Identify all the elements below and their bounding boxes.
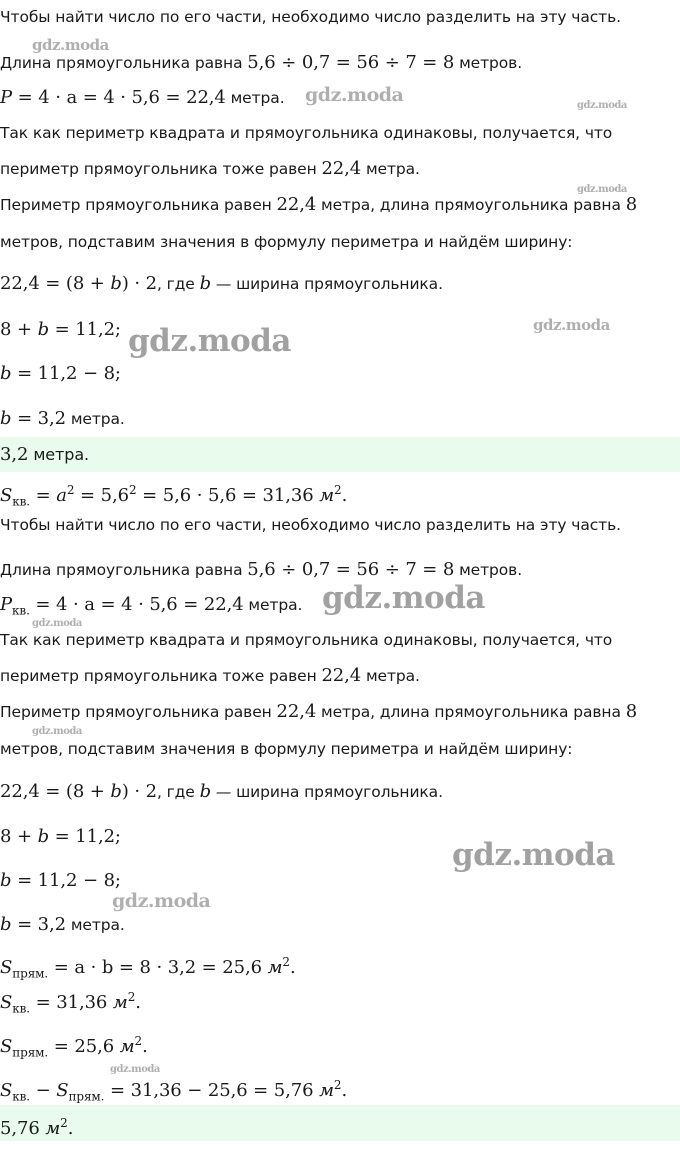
same-perimeter-line-1a: Так как периметр квадрата и прямоугольника одинаковы, получается, что: [0, 124, 613, 142]
perimeter-is-line-1: Периметр прямоугольника равен 22,4 метра, длина прямоугольника равна 8: [0, 194, 638, 215]
rect-area-value-line: $S_{прям.} = 25,6$ $м^2$.: [0, 1034, 148, 1060]
watermark: gdz.moda: [577, 100, 627, 111]
square-area-value-line: $S_{кв.} = 31,36$ $м^2$.: [0, 990, 141, 1016]
unit-metra: метра.: [230, 89, 285, 107]
answer-unit-1: метра.: [33, 445, 90, 464]
rect-area-line: $S_{прям.} = a \cdot b = 8 \cdot 3,2 = 25,6$ $м^2$.: [0, 955, 296, 981]
watermark: gdz.moda: [322, 580, 485, 616]
substitute-line-1: метров, подставим значения в формулу периметра и найдём ширину:: [0, 233, 573, 251]
equation-step-2a: 8 + b = 11,2;: [0, 826, 121, 847]
same-perimeter-line-2b: периметр прямоугольника тоже равен 22,4 метра.: [0, 665, 420, 686]
answer-box-1: [0, 437, 680, 472]
watermark: gdz.moda: [128, 323, 291, 359]
rule-text-2: Чтобы найти число по его части, необходимо число разделить на эту часть.: [0, 516, 621, 534]
equation-step-2b: b = 11,2 − 8;: [0, 870, 121, 891]
equation-step-2c: b = 3,2 метра.: [0, 914, 125, 935]
watermark: gdz.moda: [305, 84, 404, 106]
perimeter-line-2: $P_{кв.} = 4 \cdot a = 4 \cdot 5,6 = 22,4$ метра.: [0, 594, 303, 618]
perimeter-line-1: P = 4 · a = 4 · 5,6 = 22,4 метра.: [0, 87, 285, 108]
equation-step-1a: 8 + b = 11,2;: [0, 319, 121, 340]
answer-value-2: 5,76: [0, 1118, 40, 1139]
length-line-2: Длина прямоугольника равна 5,6 ÷ 0,7 = 56 ÷ 7 = 8 метров.: [0, 559, 523, 580]
watermark: gdz.moda: [112, 890, 211, 912]
perimeter-is-line-2: Периметр прямоугольника равен 22,4 метра, длина прямоугольника равна 8: [0, 701, 638, 722]
watermark: gdz.moda: [32, 726, 82, 737]
substitute-line-2: метров, подставим значения в формулу периметра и найдём ширину:: [0, 740, 573, 758]
equation-step-1c: b = 3,2 метра.: [0, 408, 125, 429]
equation-main-2: 22,4 = (8 + b) · 2, где b — ширина прямоугольника.: [0, 781, 443, 802]
difference-line: $S_{кв.} - S_{прям.} = 31,36 - 25,6 = 5,76$ $м^2$.: [0, 1078, 348, 1104]
watermark: gdz.moda: [452, 837, 615, 873]
watermark: gdz.moda: [32, 618, 82, 629]
equation-step-1b: b = 11,2 − 8;: [0, 363, 121, 384]
unit-meters: метров.: [459, 54, 523, 72]
answer-value-1: 3,2: [0, 444, 29, 465]
watermark: gdz.moda: [110, 1064, 160, 1075]
length-label: Длина прямоугольника равна: [0, 54, 243, 72]
equation-main-1: 22,4 = (8 + b) · 2, где b — ширина прямоугольника.: [0, 273, 443, 294]
square-area-line: $S_{кв.} = a^2 = 5,6^2 = 5,6 \cdot 5,6 = 31,36$ $м^2$.: [0, 483, 348, 509]
perimeter-expression: = 4 · a = 4 · 5,6 = 22,4: [17, 87, 226, 108]
rule-text-1: Чтобы найти число по его части, необходимо число разделить на эту часть.: [0, 8, 621, 26]
same-perimeter-line-2a: Так как периметр квадрата и прямоугольника одинаковы, получается, что: [0, 631, 613, 649]
watermark: gdz.moda: [533, 316, 610, 334]
length-line-1: [0, 52, 522, 74]
watermark: gdz.moda: [32, 36, 109, 54]
same-perimeter-line-1b: периметр прямоугольника тоже равен 22,4 метра.: [0, 158, 420, 179]
length-expression: 5,6 ÷ 0,7 = 56 ÷ 7 = 8: [247, 52, 455, 73]
answer-box-2: 5,76 $м^2$.: [0, 1105, 680, 1141]
watermark: gdz.moda: [577, 184, 627, 195]
